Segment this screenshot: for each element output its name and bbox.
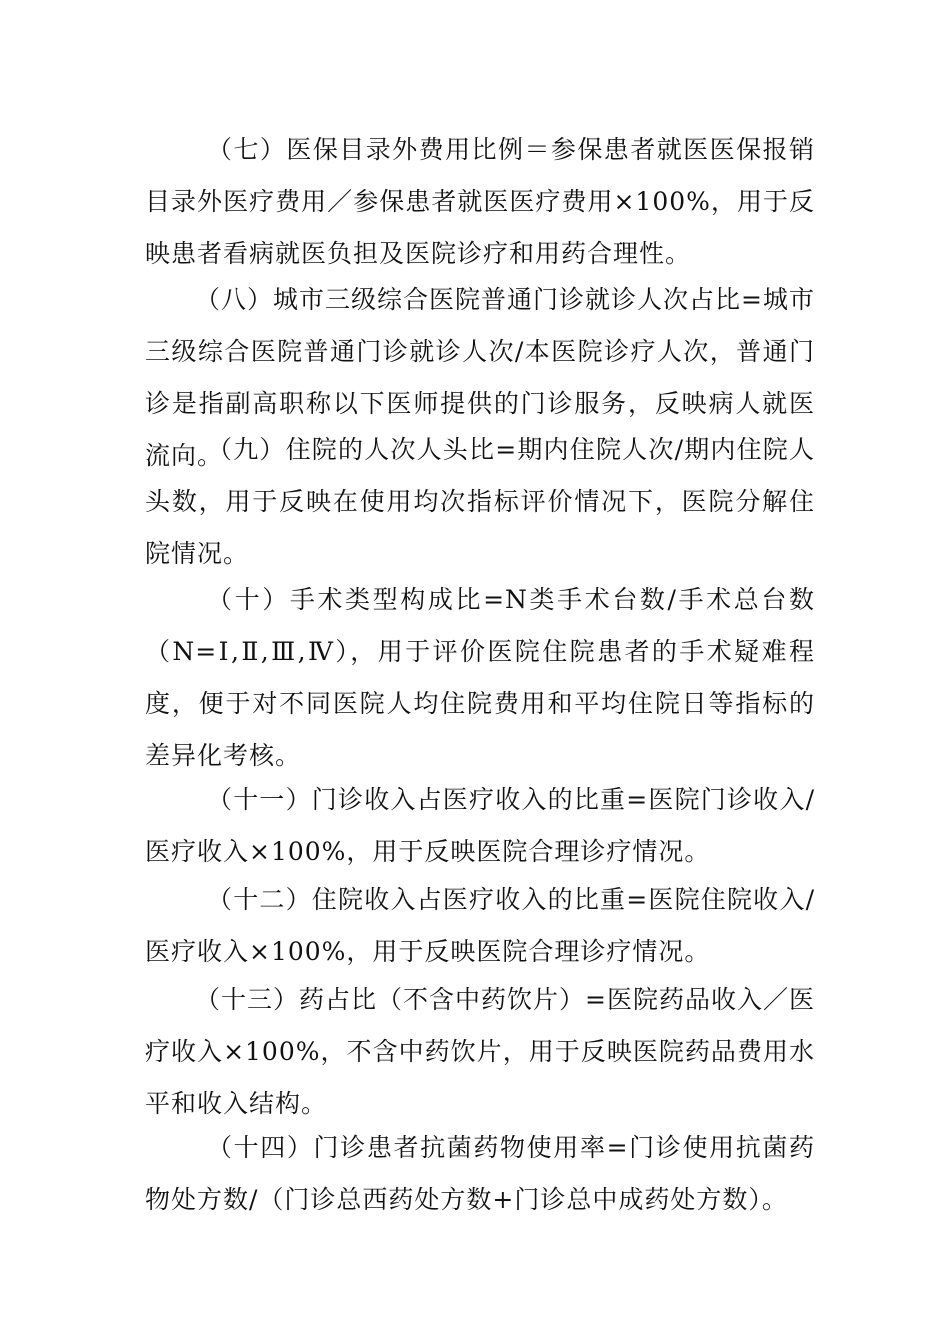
paragraph-14: （十四）门诊患者抗菌药物使用率=门诊使用抗菌药物处方数/（门诊总西药处方数+门诊总中成药处方数）。 [145, 1133, 815, 1214]
paragraph-7: （七）医保目录外费用比例＝参保患者就医医保报销目录外医疗费用／参保患者就医医疗费用×100%，用于反映患者看病就医负担及医院诊疗和用药合理性。 [145, 135, 815, 268]
paragraph-9: （九）住院的人次人头比=期内住院人次/期内住院人头数，用于反映在使用均次指标评价情况下，医院分解住院情况。 [145, 435, 815, 568]
paragraph-10: （十）手术类型构成比=N类手术台数/手术总台数（N=Ⅰ,Ⅱ,Ⅲ,Ⅳ），用于评价医院住院患者的手术疑难程度，便于对不同医院人均住院费用和平均住院日等指标的差异化考核。 [145, 585, 815, 770]
paragraph-8: （八）城市三级综合医院普通门诊就诊人次占比=城市三级综合医院普通门诊就诊人次/本医院诊疗人次，普通门诊是指副高职称以下医师提供的门诊服务，反映病人就医流向。 [145, 285, 815, 470]
paragraph-13: （十三）药占比（不含中药饮片）=医院药品收入／医疗收入×100%，不含中药饮片，用于反映医院药品费用水平和收入结构。 [145, 985, 815, 1118]
paragraph-11: （十一）门诊收入占医疗收入的比重=医院门诊收入/医疗收入×100%，用于反映医院合理诊疗情况。 [145, 785, 815, 866]
paragraph-12: （十二）住院收入占医疗收入的比重=医院住院收入/医疗收入×100%，用于反映医院合理诊疗情况。 [145, 885, 815, 966]
